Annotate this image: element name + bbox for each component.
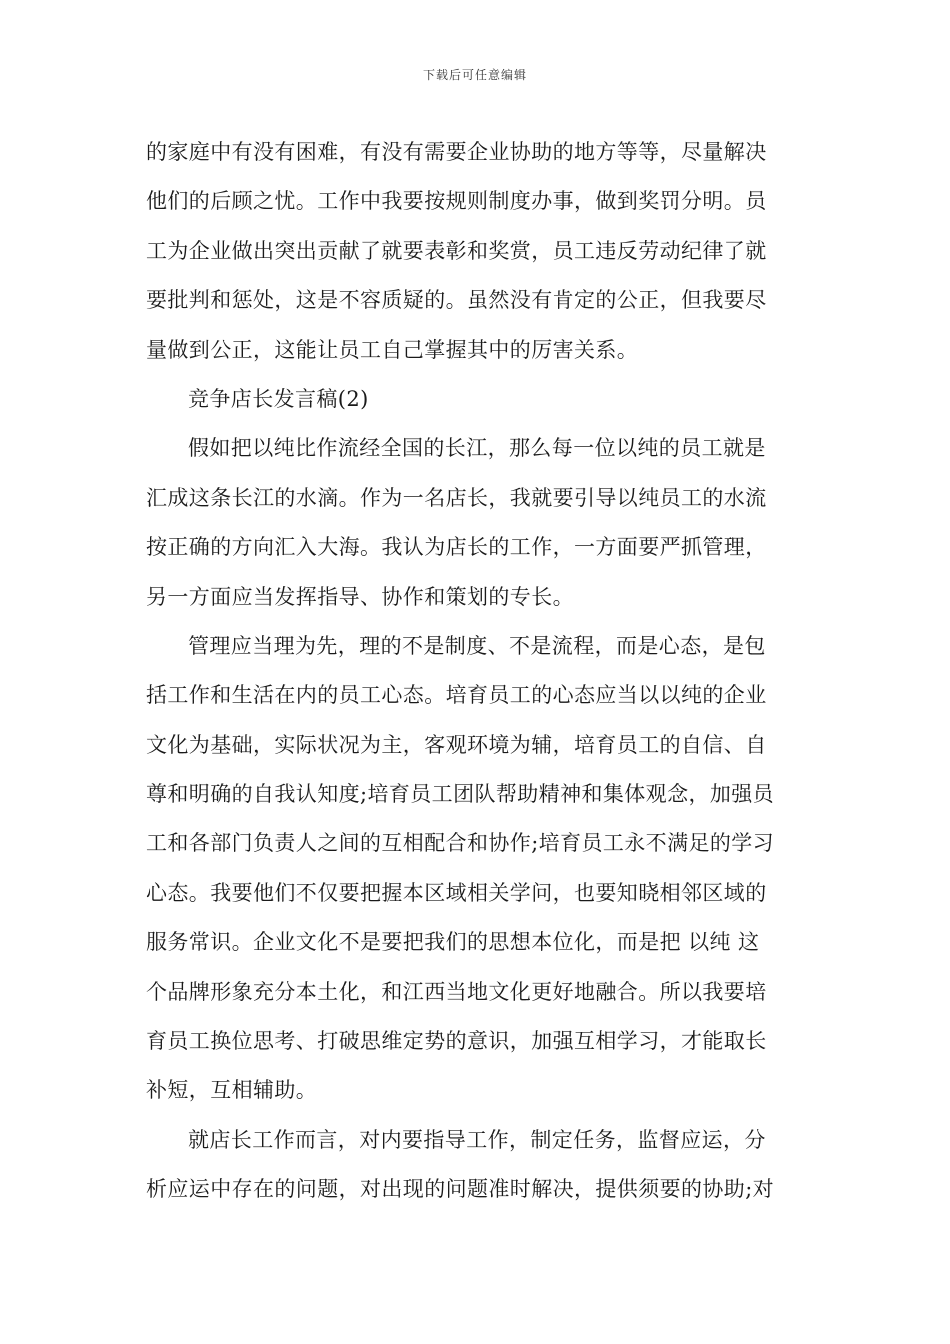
- text-line: 就店长工作而言，对内要指导工作，制定任务，监督应运，分: [188, 1127, 766, 1152]
- text-line: 要批判和惩处，这是不容质疑的。虽然没有肯定的公正，但我要尽: [146, 288, 767, 313]
- text-line: 析应运中存在的问题，对出现的问题准时解决，提供须要的协助;对: [146, 1177, 775, 1202]
- text-line: 量做到公正，这能让员工自己掌握其中的厉害关系。: [146, 337, 639, 362]
- document-body: [146, 128, 806, 1215]
- text-line: 个品牌形象充分本土化，和江西当地文化更好地融合。所以我要培: [146, 979, 767, 1004]
- text-line: 按正确的方向汇入大海。我认为店长的工作，一方面要严抓管理，: [146, 535, 767, 560]
- text-line: 管理应当理为先，理的不是制度、不是流程，而是心态，是包: [188, 633, 766, 658]
- text-line: 服务常识。企业文化不是要把我们的思想本位化，而是把 以纯 这: [146, 930, 760, 955]
- text-line: 尊和明确的自我认知度;培育员工团队帮助精神和集体观念，加强员: [146, 782, 775, 807]
- text-line: 育员工换位思考、打破思维定势的意识，加强互相学习，才能取长: [146, 1029, 767, 1054]
- page-header: 下载后可任意编辑: [422, 68, 527, 82]
- text-line: 补短，互相辅助。: [146, 1078, 318, 1103]
- text-line: 括工作和生活在内的员工心态。培育员工的心态应当以以纯的企业: [146, 683, 767, 708]
- text-line: 汇成这条长江的水滴。作为一名店长，我就要引导以纯员工的水流: [146, 485, 767, 510]
- text-line: 假如把以纯比作流经全国的长江，那么每一位以纯的员工就是: [188, 436, 766, 461]
- text-line: 工和各部门负责人之间的互相配合和协作;培育员工永不满足的学习: [146, 831, 775, 856]
- text-line: 的家庭中有没有困难，有没有需要企业协助的地方等等，尽量解决: [146, 140, 767, 164]
- text-line: 另一方面应当发挥指导、协作和策划的专长。: [146, 584, 574, 609]
- text-line: 心态。我要他们不仅要把握本区域相关学问，也要知晓相邻区域的: [146, 880, 767, 905]
- text-line: 文化为基础，实际状况为主，客观环境为辅，培育员工的自信、自: [146, 732, 767, 757]
- section-title: 竞争店长发言稿(2): [188, 386, 369, 411]
- text-line: 他们的后顾之忧。工作中我要按规则制度办事，做到奖罚分明。员: [146, 189, 767, 214]
- text-line: 工为企业做出突出贡献了就要表彰和奖赏，员工违反劳动纪律了就: [146, 238, 767, 263]
